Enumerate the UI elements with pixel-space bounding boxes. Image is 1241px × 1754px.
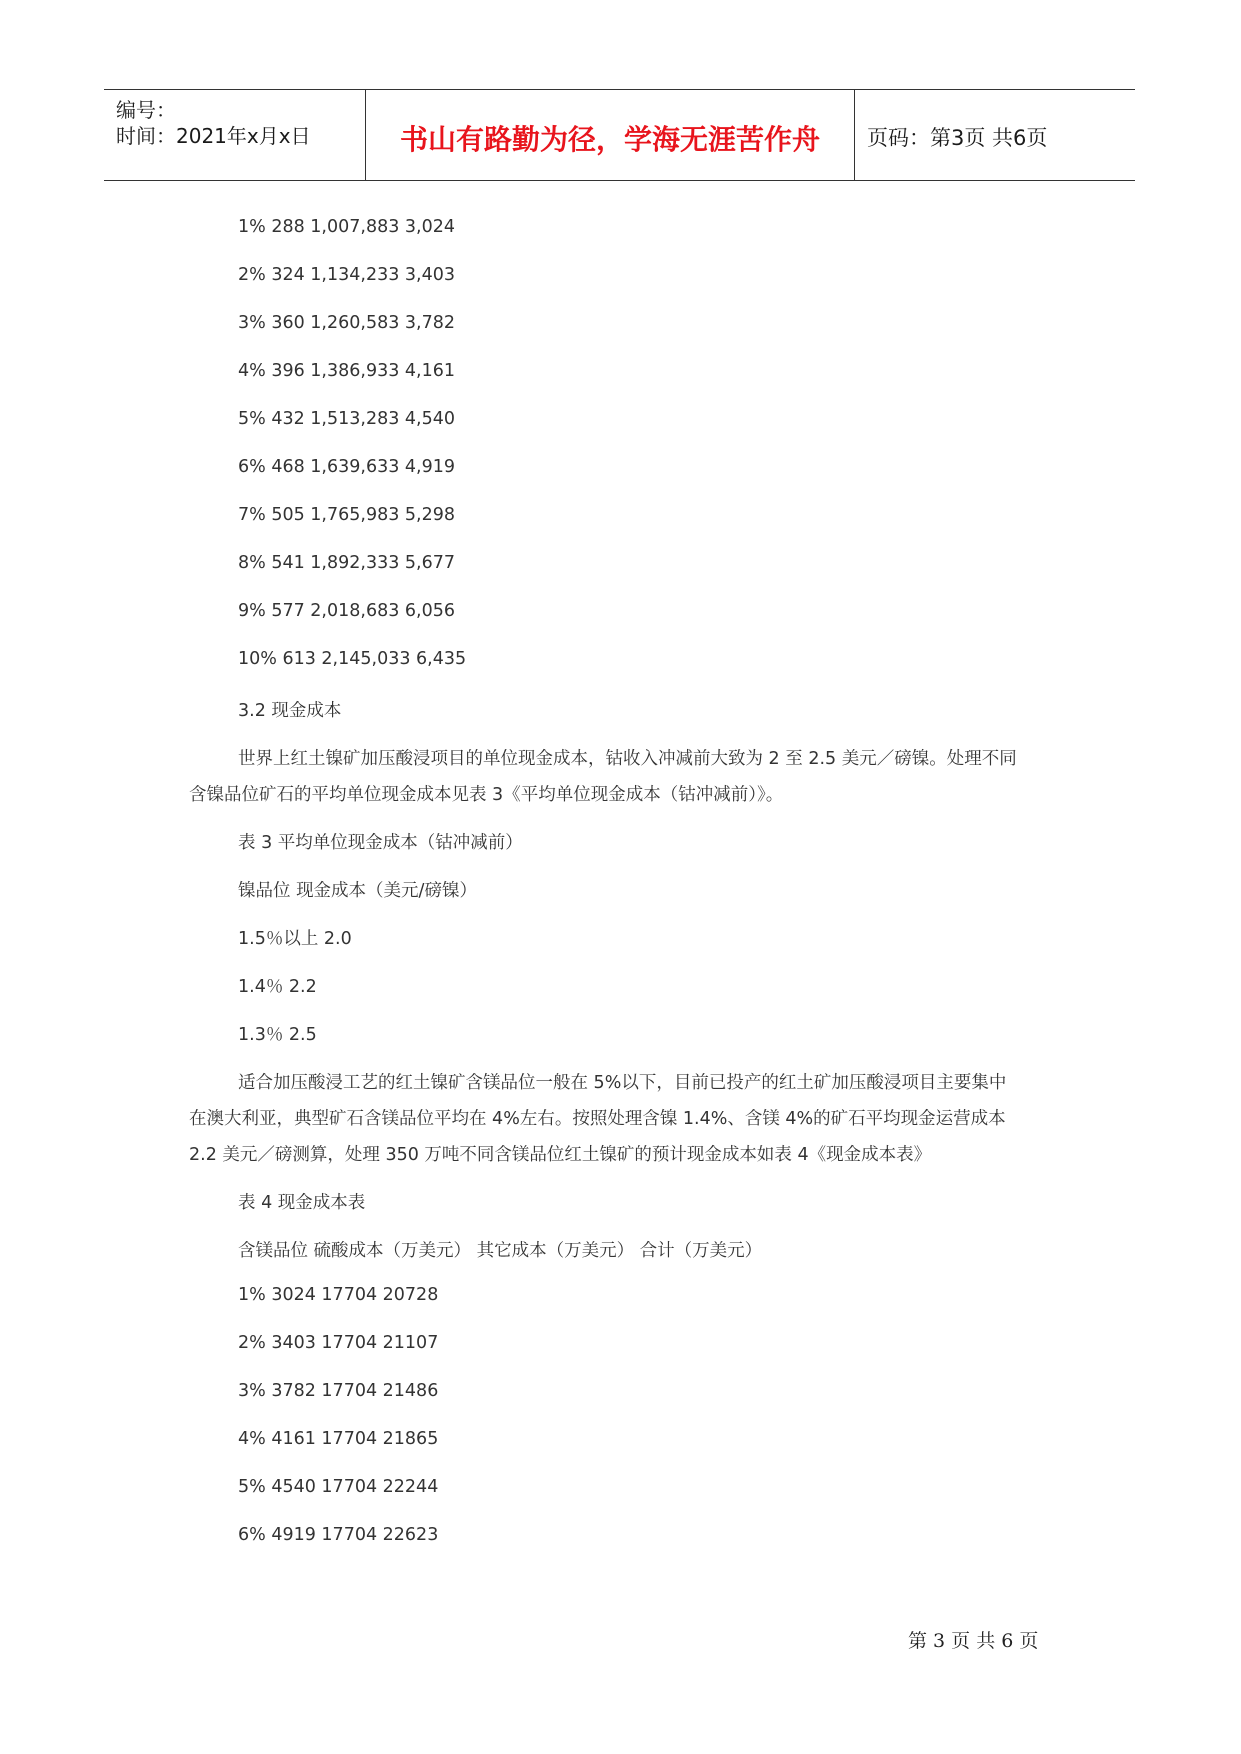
table3-row: 1.4％ 2.2 <box>238 977 317 997</box>
paragraph1-line: 含镍品位矿石的平均单位现金成本见表 3《平均单位现金成本（钴冲减前）》。 <box>189 785 784 805</box>
table2-row: 2% 324 1,134,233 3,403 <box>238 265 456 285</box>
table4-title: 表 4 现金成本表 <box>238 1193 366 1213</box>
header-page-code: 页码：第3页 共6页 <box>867 126 1048 150</box>
table4-row: 2% 3403 17704 21107 <box>238 1333 439 1353</box>
document-time-label: 时间：2021年x月x日 <box>116 124 311 148</box>
header-page-cell <box>855 90 1135 180</box>
table4-row: 3% 3782 17704 21486 <box>238 1381 439 1401</box>
page-header <box>104 89 1135 181</box>
table3-title: 表 3 平均单位现金成本（钴冲减前） <box>238 833 523 853</box>
table4-row: 4% 4161 17704 21865 <box>238 1429 439 1449</box>
paragraph2-line: 在澳大利亚，典型矿石含镁品位平均在 4%左右。按照处理含镍 1.4%、含镁 4%的矿石平均现金运营成本 <box>189 1109 1006 1129</box>
table3-row: 1.3％ 2.5 <box>238 1025 317 1045</box>
header-motto: 书山有路勤为径，学海无涯苦作舟 <box>399 123 820 156</box>
table3-header: 镍品位 现金成本（美元/磅镍） <box>238 881 477 901</box>
paragraph2-line: 2.2 美元／磅测算，处理 350 万吨不同含镁品位红土镍矿的预计现金成本如表 4《现金成本表》 <box>189 1145 932 1165</box>
paragraph1-line: 世界上红土镍矿加压酸浸项目的单位现金成本，钴收入冲减前大致为 2 至 2.5 美元／磅镍。处理不同 <box>238 749 1017 769</box>
table2-row: 3% 360 1,260,583 3,782 <box>238 313 456 333</box>
document-code-label: 编号： <box>116 98 176 122</box>
table2-row: 1% 288 1,007,883 3,024 <box>238 217 456 237</box>
table4-header: 含镁品位 硫酸成本（万美元） 其它成本（万美元） 合计（万美元） <box>238 1241 763 1261</box>
table4-row: 6% 4919 17704 22623 <box>238 1525 439 1545</box>
table2-row: 4% 396 1,386,933 4,161 <box>238 361 456 381</box>
table2-row: 10% 613 2,145,033 6,435 <box>238 649 467 669</box>
table2-row: 6% 468 1,639,633 4,919 <box>238 457 456 477</box>
table2-row: 5% 432 1,513,283 4,540 <box>238 409 456 429</box>
header-meta-cell <box>104 90 366 180</box>
table4-row: 5% 4540 17704 22244 <box>238 1477 439 1497</box>
page-footer: 第 3 页 共 6 页 <box>908 1630 1039 1652</box>
table3-row: 1.5％以上 2.0 <box>238 929 352 949</box>
paragraph2-line: 适合加压酸浸工艺的红土镍矿含镁品位一般在 5%以下，目前已投产的红土矿加压酸浸项目主要集中 <box>238 1073 1007 1093</box>
section-heading: 3.2 现金成本 <box>238 701 342 721</box>
table2-row: 8% 541 1,892,333 5,677 <box>238 553 456 573</box>
table4-row: 1% 3024 17704 20728 <box>238 1285 439 1305</box>
header-motto-cell <box>366 90 855 180</box>
table2-row: 9% 577 2,018,683 6,056 <box>238 601 456 621</box>
table2-row: 7% 505 1,765,983 5,298 <box>238 505 456 525</box>
